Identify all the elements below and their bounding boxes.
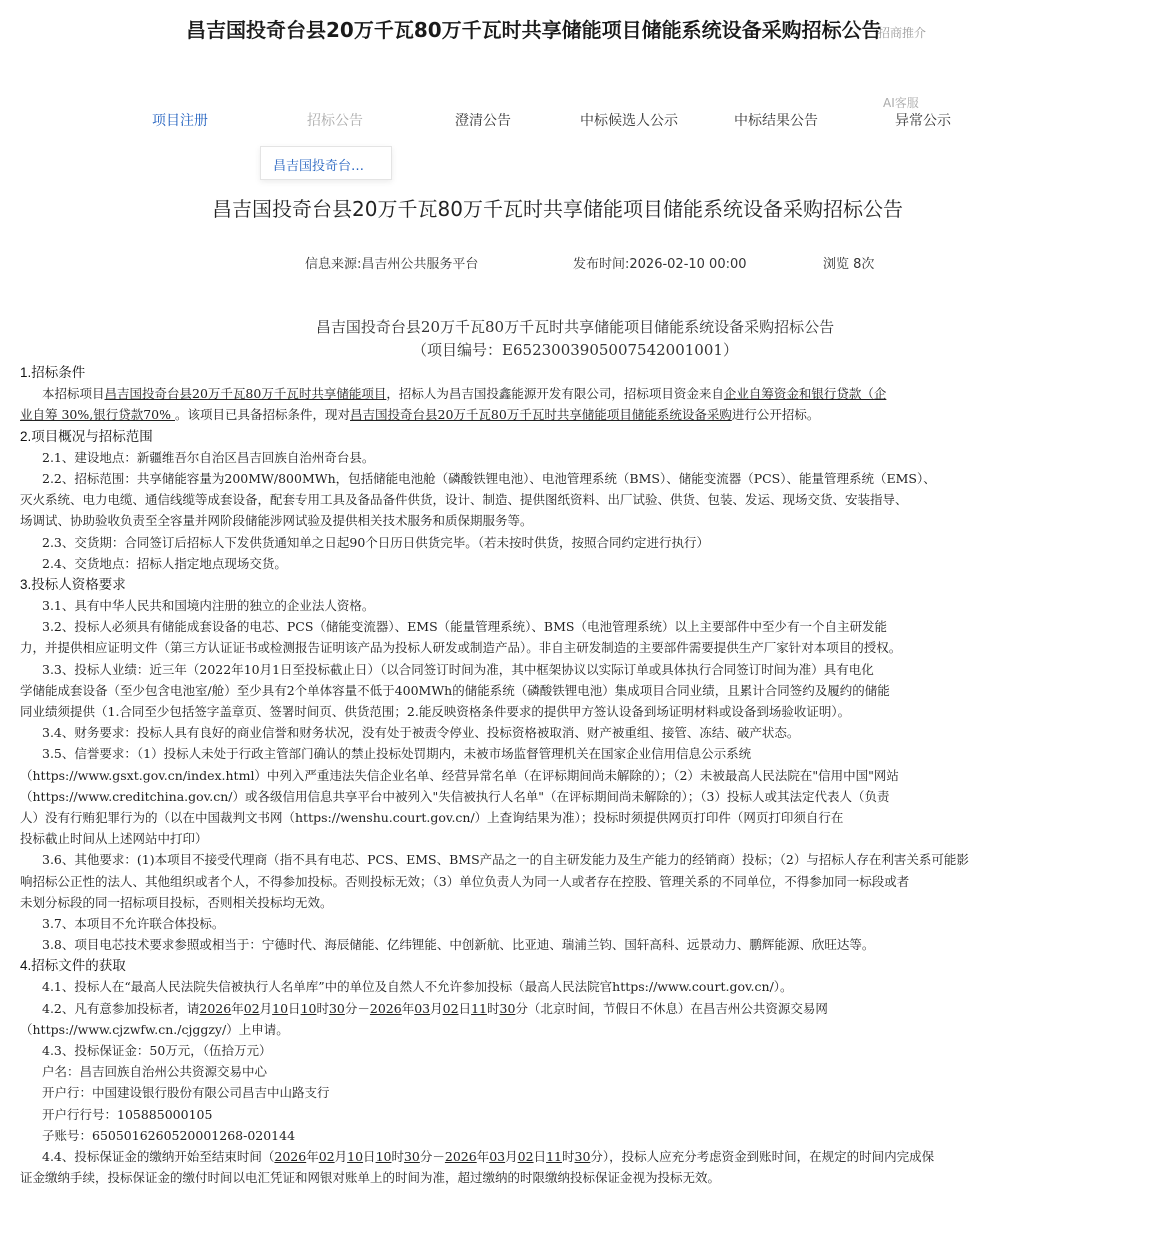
paragraph-line: 证金缴纳手续，投标保证金的缴付时间以电汇凭证和网银对账单上的时间为准，超过缴纳的时限缴纳投标保证金视为投标无效。 [20, 1170, 721, 1186]
paragraph-line: 2.1、建设地点：新疆维吾尔自治区昌吉回族自治州奇台县。 [42, 449, 375, 465]
paragraph-line: 3.4、财务要求：投标人具有良好的商业信誉和财务状况，没有处于被责令停业、投标资格被取消、财产被重组、接管、冻结、破产状态。 [42, 725, 800, 741]
paragraph-line: 灭火系统、电力电缆、通信线缆等成套设备，配套专用工具及备品备件供货，设计、制造、提供图纸资料、出厂试验、供货、包装、发运、现场交货、安装指导、 [20, 492, 908, 508]
paragraph-line: 本招标项目昌吉国投奇台县20万千瓦80万千瓦时共享储能项目，招标人为昌吉国投鑫能源开发有限公司，招标项目资金来自企业自筹资金和银行贷款（企 [42, 386, 887, 402]
section-heading: 4.招标文件的获取 [20, 958, 126, 974]
paragraph-line: 投标截止时间从上述网站中打印） [20, 831, 208, 847]
paragraph-line: 4.3、投标保证金：50万元，（伍拾万元） [42, 1043, 272, 1058]
page-header-title: 昌吉国投奇台县20万千瓦80万千瓦时共享储能项目储能系统设备采购招标公告 [186, 18, 882, 42]
paragraph-line: 同业绩须提供（1.合同至少包括签字盖章页、签署时间页、供货范围；2.能反映资格条件要求的提供甲方签认设备到场证明材料或设备到场验收证明）。 [20, 704, 851, 719]
project-number: （项目编号：E6523003905007542001001） [412, 341, 738, 359]
paragraph-line: 开户行：中国建设银行股份有限公司昌吉中山路支行 [42, 1085, 330, 1101]
announcement-tabs [0, 110, 951, 134]
paragraph-line: 未划分标段的同一招标项目投标，否则相关投标均无效。 [20, 894, 333, 910]
paragraph-line: 3.2、投标人必须具有储能成套设备的电芯、PCS（储能变流器）、EMS（能量管理系统）、BMS（电池管理系统）以上主要部件中至少有一个自主研发能 [42, 619, 887, 635]
tab-exception-notice[interactable]: 异常公示 [895, 113, 951, 129]
paragraph-line: 学储能成套设备（至少包含电池室/舱）至少具有2个单体容量不低于400MWh的储能系统（磷酸铁锂电池）集成项目合同业绩，且累计合同签约及履约的储能 [20, 682, 890, 698]
paragraph-line: 3.7、本项目不允许联合体投标。 [42, 915, 225, 931]
tab-winning-candidates[interactable]: 中标候选人公示 [580, 113, 678, 129]
ai-service-link[interactable]: AI客服 [883, 96, 919, 110]
paragraph-line: 3.3、投标人业绩：近三年（2022年10月1日至投标截止日）（以合同签订时间为准，其中框架协议以实际订单或具体执行合同签订时间为准）具有电化 [42, 661, 874, 677]
tab-clarification[interactable]: 澄清公告 [455, 113, 511, 129]
publish-time: 发布时间:2026-02-10 00:00 [573, 257, 747, 272]
view-count: 浏览 8次 [823, 257, 875, 272]
document-title: 昌吉国投奇台县20万千瓦80万千瓦时共享储能项目储能系统设备采购招标公告 [315, 318, 835, 336]
tab-project-registration[interactable]: 项目注册 [152, 113, 208, 129]
tender-announcement-dropdown[interactable] [260, 146, 392, 180]
paragraph-line: 3.5、信誉要求：（1）投标人未处于行政主管部门确认的禁止投标处罚期内，未被市场监督管理机关在国家企业信用信息公示系统 [42, 746, 752, 762]
paragraph-line: 4.2、凡有意参加投标者，请2026年02月10日10时30分－2026年03月02日11时30分（北京时间，节假日不休息）在昌吉州公共资源交易网 [42, 1000, 828, 1016]
dropdown-item[interactable]: 昌吉国投奇台… [273, 159, 365, 174]
tab-tender-announcement[interactable]: 招标公告 [307, 113, 363, 129]
paragraph-line: 开户行行号：105885000105 [42, 1106, 213, 1122]
paragraph-line: 4.4、投标保证金的缴纳开始至结束时间（2026年02月10日10时30分－2026年03月02日11时30分），投标人应充分考虑资金到账时间，在规定的时间内完成保 [42, 1148, 935, 1164]
paragraph-line: 户名：昌吉回族自治州公共资源交易中心 [42, 1064, 268, 1080]
paragraph-line: （https://www.gsxt.gov.cn/index.html）中列入严重违法失信企业名单、经营异常名单（在评标期间尚未解除的）；（2）未被最高人民法院在"信用中国"网站 [20, 767, 899, 783]
paragraph-line: 2.4、交货地点：招标人指定地点现场交货。 [42, 555, 287, 571]
paragraph-line: 3.1、具有中华人民共和国境内注册的独立的企业法人资格。 [42, 598, 375, 614]
paragraph-line: （https://www.creditchina.gov.cn/）或各级信用信息共享平台中被列入"失信被执行人名单"（在评标期间尚未解除的）；（3）投标人或其法定代表人（负责 [20, 788, 890, 804]
paragraph-line: 人）没有行贿犯罪行为的（以在中国裁判文书网（https://wenshu.court.gov.cn/）上查询结果为准）；投标时须提供网页打印件（网页打印须自行在 [20, 809, 844, 825]
paragraph-line: 2.3、交货期：合同签订后招标人下发供货通知单之日起90个日历日供货完毕。（若未按时供货，按照合同约定进行执行） [42, 534, 710, 550]
paragraph-line: 响招标公正性的法人、其他组织或者个人，不得参加投标。否则投标无效；（3）单位负责人为同一人或者存在控股、管理关系的不同单位，不得参加同一标段或者 [20, 873, 910, 889]
paragraph-line: 场调试、协助验收负责至全容量并网阶段储能涉网试验及提供相关技术服务和质保期服务等。 [20, 513, 533, 529]
paragraph-line: 力，并提供相应证明文件（第三方认证证书或检测报告证明该产品为投标人研发或制造产品）。非自主研发制造的主要部件需要提供生产厂家针对本项目的授权。 [20, 640, 902, 656]
paragraph-line: 子账号：6505016260520001268-020144 [42, 1127, 296, 1143]
paragraph-line: 业自筹 30%,银行贷款70% 。该项目已具备招标条件，现对昌吉国投奇台县20万千瓦80万千瓦时共享储能项目储能系统设备采购进行公开招标。 [20, 407, 820, 423]
section-heading: 3.投标人资格要求 [20, 576, 126, 592]
section-heading: 2.项目概况与招标范围 [20, 428, 153, 444]
paragraph-line: 3.6、其他要求：(1)本项目不接受代理商（指不具有电芯、PCS、EMS、BMS产品之一的自主研发能力及生产能力的经销商）投标；（2）与招标人存在利害关系可能影 [42, 852, 969, 868]
info-source: 信息来源:昌吉州公共服务平台 [305, 257, 479, 272]
document-body [20, 362, 969, 1242]
paragraph-line: 2.2、招标范围：共享储能容量为200MW/800MWh，包括储能电池舱（磷酸铁锂电池）、电池管理系统（BMS）、储能变流器（PCS）、能量管理系统（EMS）、 [42, 470, 936, 486]
tab-winning-result[interactable]: 中标结果公告 [734, 113, 818, 129]
section-heading: 1.招标条件 [20, 365, 86, 380]
investment-promotion-link[interactable]: 招商推介 [878, 26, 927, 40]
paragraph-line: 3.8、项目电芯技术要求参照或相当于：宁德时代、海辰储能、亿纬锂能、中创新航、比亚迪、瑞浦兰钧、国轩高科、远景动力、鹏辉能源、欣旺达等。 [42, 937, 875, 953]
paragraph-line: （https://www.cjzwfw.cn./cjggzy/）上申请。 [20, 1021, 289, 1037]
paragraph-line: 4.1、投标人在“最高人民法院失信被执行人名单库”中的单位及自然人不允许参加投标（最高人民法院官https://www.court.gov.cn/）。 [42, 979, 793, 995]
article-title: 昌吉国投奇台县20万千瓦80万千瓦时共享储能项目储能系统设备采购招标公告 [212, 197, 903, 221]
